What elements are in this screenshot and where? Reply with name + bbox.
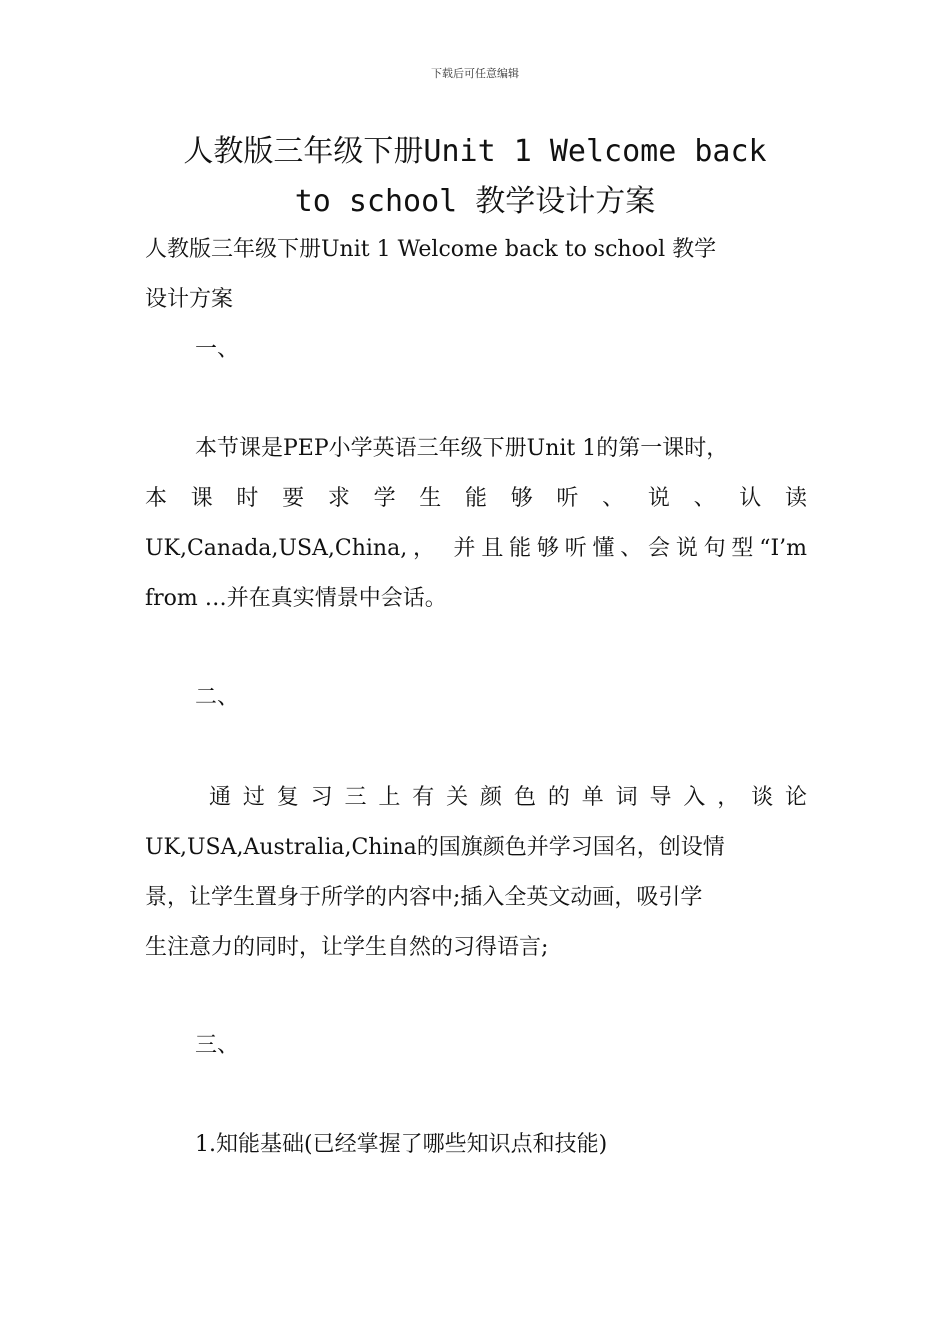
intro-line-2: 设计方案 xyxy=(145,287,234,312)
section-two-line-1: 通 过 复 习 三 上 有 关 颜 色 的 单 词 导 入 ， 谈 论 xyxy=(209,785,807,810)
section-one-body xyxy=(145,424,807,624)
section-one-line-4: from …并在真实情景中会话。 xyxy=(145,586,447,611)
section-two-line-2: UK,USA,Australia,China的国旗颜色并学习国名，创设情 xyxy=(145,835,725,860)
section-two-body xyxy=(145,773,807,973)
title-line-2: to school 教学设计方案 xyxy=(294,184,656,219)
title-line-1: 人教版三年级下册Unit 1 Welcome back xyxy=(183,134,767,169)
section-two-heading: 二、 xyxy=(195,685,240,710)
section-three-item-1: 1.知能基础(已经掌握了哪些知识点和技能) xyxy=(195,1132,608,1157)
section-one-line-2: 本 课 时 要 求 学 生 能 够 听 、 说 、 认 读 xyxy=(145,486,807,511)
intro-paragraph xyxy=(145,225,807,325)
section-one-line-3: UK,Canada,USA,China,， 并且能够听懂、会说句型“I’m xyxy=(145,536,807,561)
section-two-line-4: 生注意力的同时，让学生自然的习得语言; xyxy=(145,935,549,960)
document-title xyxy=(100,127,850,227)
section-one-line-1: 本节课是PEP小学英语三年级下册Unit 1的第一课时， xyxy=(195,436,729,461)
section-two-line-3: 景，让学生置身于所学的内容中;插入全英文动画，吸引学 xyxy=(145,885,703,910)
section-three-heading: 三、 xyxy=(195,1033,240,1058)
section-one-heading: 一、 xyxy=(195,337,240,362)
header-note: 下载后可任意编辑 xyxy=(431,67,519,80)
intro-line-1: 人教版三年级下册Unit 1 Welcome back to school 教学 xyxy=(145,237,717,262)
